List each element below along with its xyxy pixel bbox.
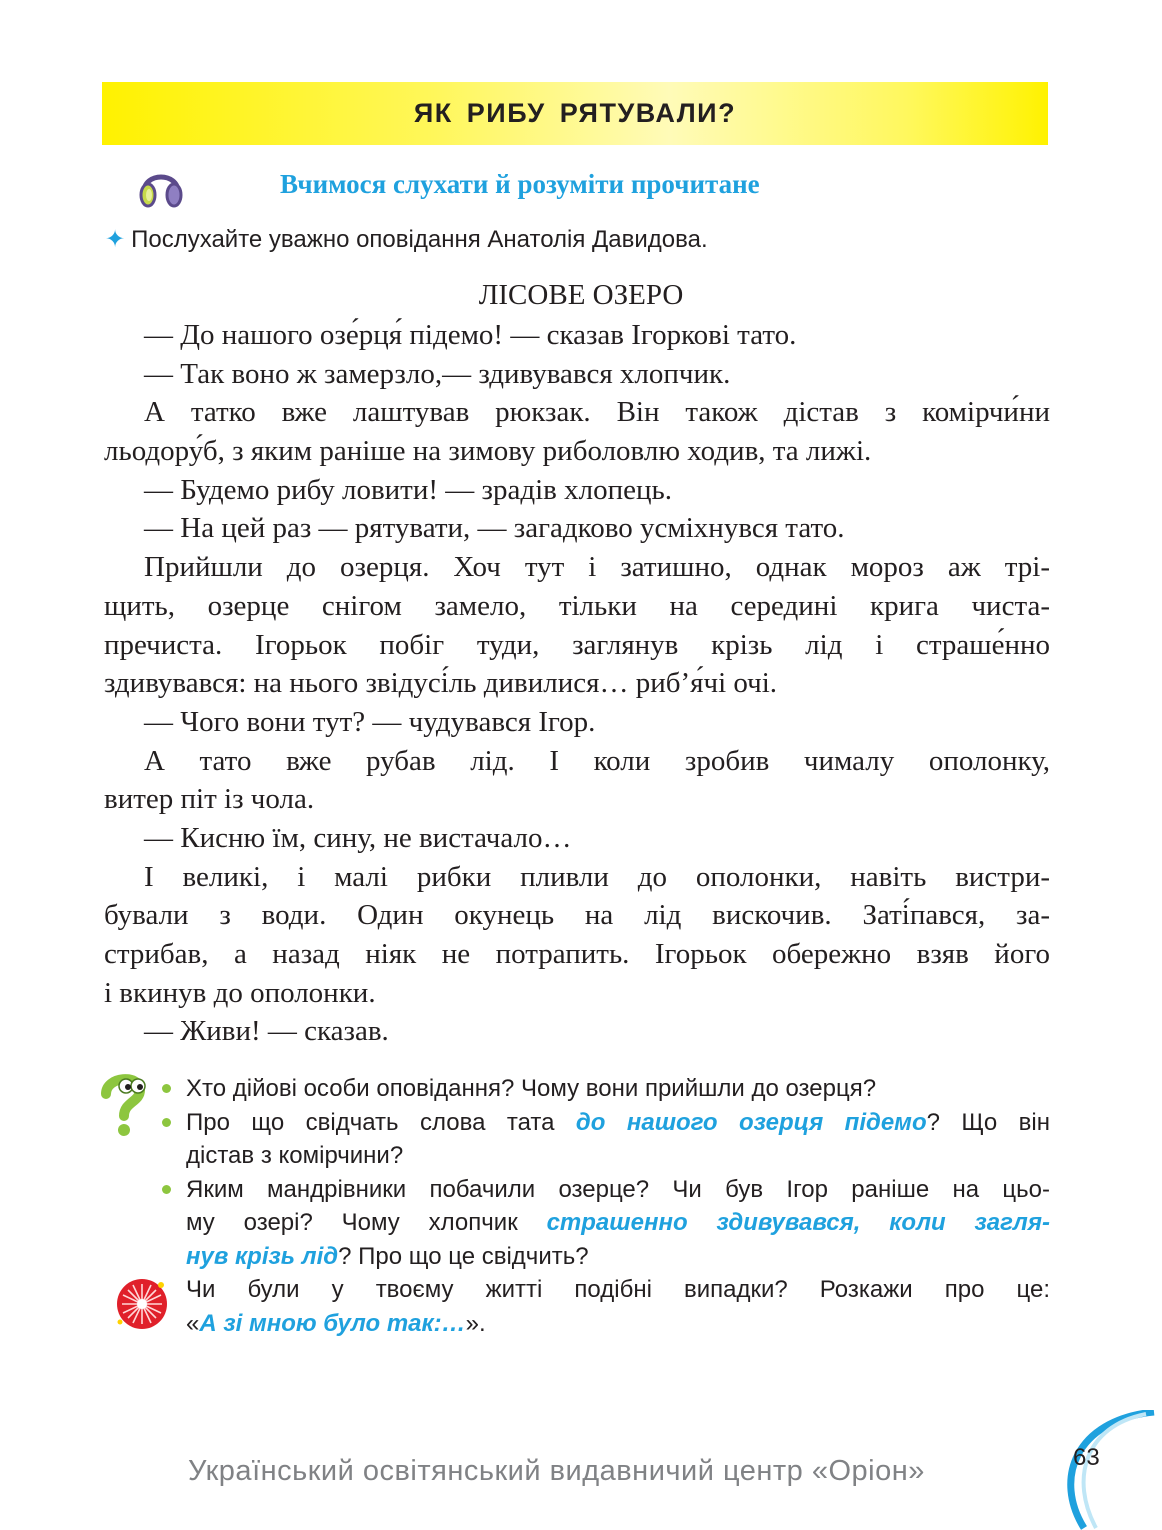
story-line: пречиста. Ігорьок побіг туди, заглянув крізь лід і страше́нно: [104, 628, 1050, 661]
question-2: Про що свідчать слова тата до нашого озерця підемо? Що він: [160, 1106, 1050, 1140]
page-number: 63: [1073, 1444, 1100, 1471]
question-2-continued: дістав з комірчини?: [186, 1142, 404, 1169]
title-banner: [102, 82, 1048, 145]
story-text: [104, 316, 1050, 1051]
story-line: бували з води. Один окунець на лід вискочив. Заті́пався, за-: [104, 899, 1050, 932]
story-line: А тато вже рубав лід. І коли зробив чималу ополонку,: [144, 744, 1050, 777]
story-line: — Чого вони тут? — чудувався Ігор.: [144, 705, 596, 738]
question-3: Яким мандрівники побачили озерце? Чи був Ігор раніше на цьо-: [160, 1173, 1050, 1207]
story-line: — Так воно ж замерзло,— здивувався хлопчик.: [144, 357, 731, 390]
highlight-quote: нув крізь лід: [186, 1242, 339, 1270]
task-line: Чи були у твоєму житті подібні випадки? Розкажи про це:: [186, 1276, 1050, 1303]
story-line: Прийшли до озерця. Хоч тут і затишно, однак мороз аж трі-: [144, 551, 1050, 584]
question-mark-icon: [100, 1070, 150, 1140]
highlight-quote: до нашого озерця підемо: [575, 1108, 927, 1136]
question-1: Хто дійові особи оповідання? Чому вони прийшли до озерця?: [160, 1072, 1050, 1106]
story-line: А татко вже лаштував рюкзак. Він також дістав з комірчи́ни: [144, 396, 1050, 429]
story-line: льодору́б, з яким раніше на зимову риболовлю ходив, та лижі.: [104, 435, 872, 468]
question-3-continued: му озері? Чому хлопчик страшенно здивувався, коли загля-: [186, 1209, 1050, 1236]
story-line: витер піт із чола.: [104, 783, 315, 816]
publisher-footer: Український освітянський видавничий центр «Оріон»: [188, 1455, 925, 1487]
story-line: — Живи! — сказав.: [144, 1015, 389, 1048]
story-line: щить, озерце снігом замело, тільки на середині крига чиста-: [104, 589, 1050, 622]
highlight-quote: А зі мною було так:…: [199, 1309, 466, 1337]
star-icon: ✦: [105, 226, 126, 253]
page-corner-arc: [1044, 1410, 1162, 1530]
highlight-quote: страшенно здивувався, коли загля-: [546, 1209, 1050, 1236]
story-line: — До нашого озе́рця́ підемо! — сказав Ігоркові тато.: [144, 319, 797, 351]
story-line: — Будемо рибу ловити! — зрадів хлопець.: [144, 473, 672, 506]
page-title: ЯК РИБУ РЯТУВАЛИ?: [413, 98, 737, 128]
story-line: стрибав, а назад ніяк не потрапить. Ігорьок обережно взяв його: [104, 938, 1050, 970]
questions-block: [160, 1072, 1050, 1340]
instruction: [105, 225, 708, 254]
headphones-icon: [136, 162, 186, 212]
story-title: ЛІСОВЕ ОЗЕРО: [478, 279, 684, 311]
section-subheading: Вчимося слухати й розуміти прочитане: [280, 169, 760, 199]
question-3-end: нув крізь лід? Про що це свідчить?: [186, 1242, 589, 1270]
story-line: — Кисню їм, сину, не вистачало…: [144, 821, 572, 854]
story-line: здивувався: на нього звідусі́ль дивилися… риб’я́чі очі.: [104, 667, 778, 700]
story-line: — На цей раз — рятувати, — загадково усміхнувся тато.: [144, 512, 845, 545]
story-line: і вкинув до ополонки.: [104, 976, 376, 1009]
story-line: І великі, і малі рибки пливли до ополонки, навіть вистри-: [144, 860, 1050, 893]
instruction-text: Послухайте уважно оповідання Анатолія Давидова.: [131, 226, 708, 253]
task-line-continued: «А зі мною було так:…».: [186, 1309, 486, 1337]
